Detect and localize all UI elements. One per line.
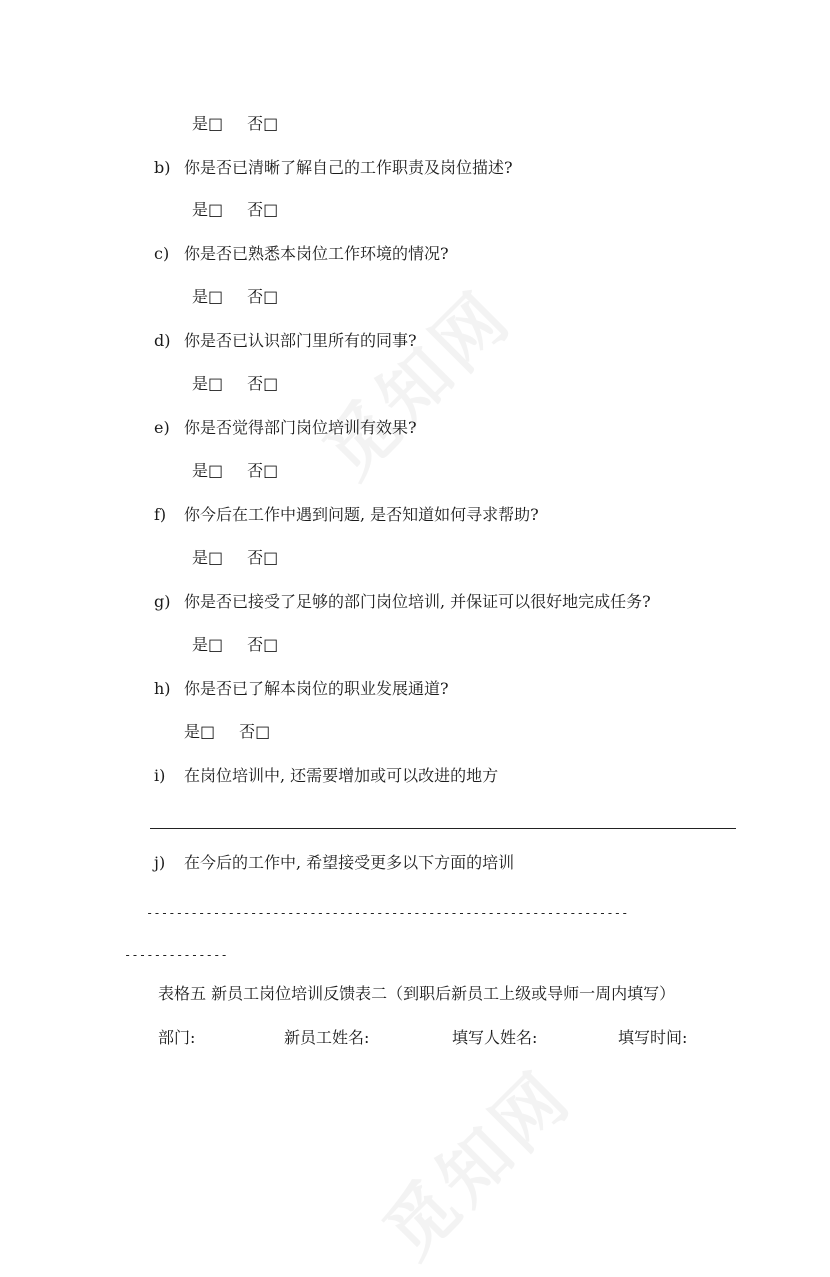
answer-options [192, 635, 278, 655]
question-text: 你是否已接受了足够的部门岗位培训, 并保证可以很好地完成任务? [184, 592, 651, 611]
yes-checkbox[interactable]: 是□ [184, 722, 216, 741]
yes-checkbox[interactable]: 是□ [192, 200, 224, 219]
question-b [154, 158, 513, 178]
answer-options [192, 461, 278, 481]
question-label: b) [154, 158, 171, 177]
no-checkbox[interactable]: 否□ [247, 374, 279, 393]
question-g [154, 592, 651, 612]
answer-options [184, 722, 270, 742]
question-text: 你今后在工作中遇到问题, 是否知道如何寻求帮助? [184, 505, 539, 524]
dashed-answer-line[interactable]: -------------- [124, 948, 228, 962]
no-checkbox[interactable]: 否□ [247, 200, 279, 219]
answer-options [192, 374, 278, 394]
dashed-answer-line[interactable]: ----------------------------------------------------------------- [146, 906, 629, 920]
answer-options [192, 200, 278, 220]
filler-name-label: 填写人姓名: [452, 1028, 538, 1047]
answer-options [192, 287, 278, 307]
no-checkbox[interactable]: 否□ [247, 548, 279, 567]
yes-checkbox[interactable]: 是□ [192, 548, 224, 567]
question-label: d) [154, 331, 171, 350]
question-j [154, 853, 514, 873]
yes-checkbox[interactable]: 是□ [192, 461, 224, 480]
question-text: 在岗位培训中, 还需要增加或可以改进的地方 [184, 766, 499, 785]
no-checkbox[interactable]: 否□ [239, 722, 271, 741]
no-checkbox[interactable]: 否□ [247, 114, 279, 133]
answer-line[interactable] [150, 828, 736, 829]
table-title: 表格五 新员工岗位培训反馈表二（到职后新员工上级或导师一周内填写） [158, 984, 676, 1003]
question-label: c) [154, 244, 170, 263]
question-label: g) [154, 592, 171, 611]
question-text: 你是否已认识部门里所有的同事? [184, 331, 417, 350]
question-h [154, 679, 449, 699]
question-e [154, 418, 417, 438]
answer-options [192, 548, 278, 568]
question-text: 你是否已了解本岗位的职业发展通道? [184, 679, 449, 698]
question-c [154, 244, 449, 264]
new-employee-name-label: 新员工姓名: [284, 1028, 370, 1047]
no-checkbox[interactable]: 否□ [247, 461, 279, 480]
watermark [298, 264, 531, 497]
question-label: j) [154, 853, 166, 872]
question-i [154, 766, 498, 786]
yes-checkbox[interactable]: 是□ [192, 114, 224, 133]
watermark [358, 1044, 591, 1277]
yes-checkbox[interactable]: 是□ [192, 374, 224, 393]
yes-checkbox[interactable]: 是□ [192, 287, 224, 306]
department-label: 部门: [158, 1028, 196, 1047]
question-label: h) [154, 679, 171, 698]
question-d [154, 331, 417, 351]
yes-checkbox[interactable]: 是□ [192, 635, 224, 654]
question-label: e) [154, 418, 170, 437]
question-text: 在今后的工作中, 希望接受更多以下方面的培训 [184, 853, 515, 872]
fill-time-label: 填写时间: [618, 1028, 688, 1047]
question-text: 你是否已清晰了解自己的工作职责及岗位描述? [184, 158, 513, 177]
question-label: f) [154, 505, 167, 524]
answer-options [192, 114, 278, 134]
question-f [154, 505, 539, 525]
question-text: 你是否觉得部门岗位培训有效果? [184, 418, 417, 437]
question-label: i) [154, 766, 166, 785]
question-text: 你是否已熟悉本岗位工作环境的情况? [184, 244, 449, 263]
no-checkbox[interactable]: 否□ [247, 635, 279, 654]
no-checkbox[interactable]: 否□ [247, 287, 279, 306]
